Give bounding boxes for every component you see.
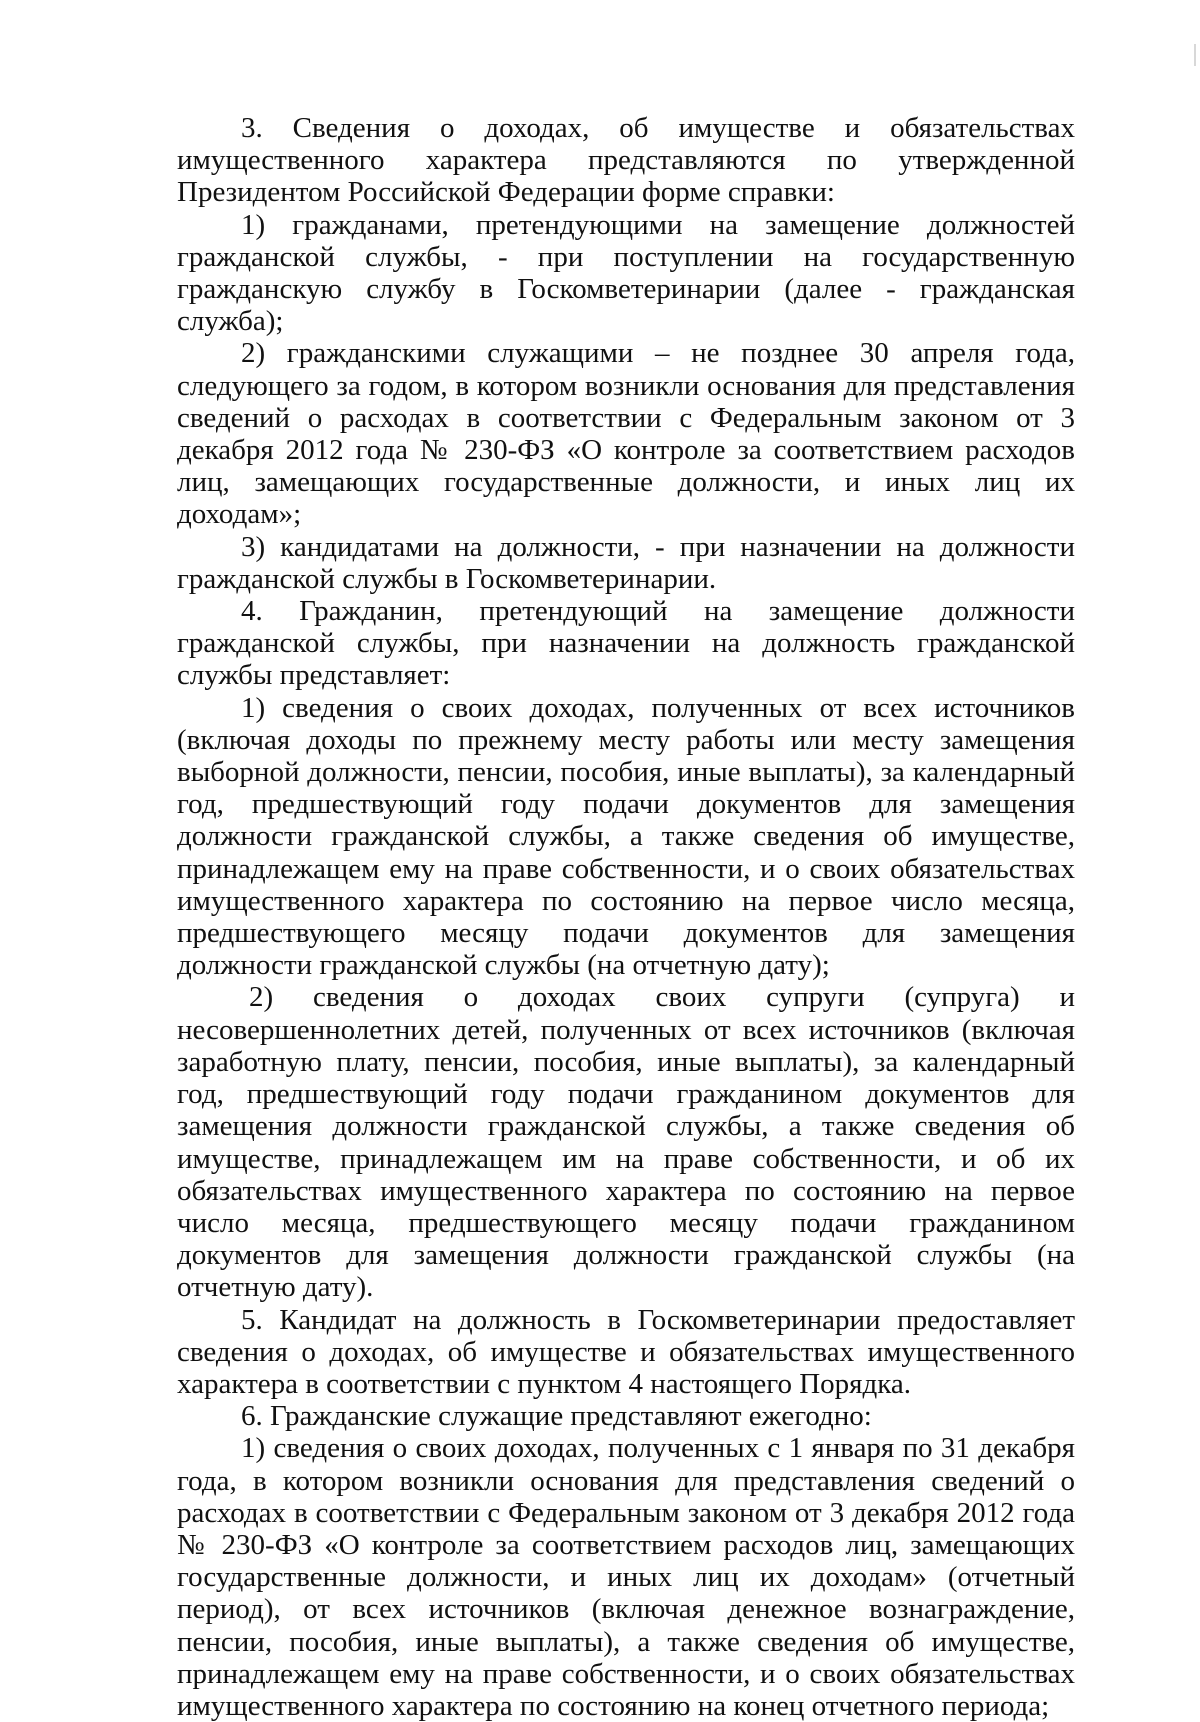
paragraph-3-item-3: 3) кандидатами на должности, - при назначении на должности гражданской службы в Госкомветеринарии. [177,530,1075,595]
paragraph-6-item-1: 1) сведения о своих доходах, полученных с 1 января по 31 декабря года, в котором возникли основания для представления сведений о расходах в соответствии с Федеральным законом от 3 декабря 2012 года № 230-ФЗ «О контроле за соответствием расходов лиц, замещающих государственные должности, и иных лиц их доходам» (отчетный период), от всех источников (включая денежное вознаграждение, пенсии, пособия, иные выплаты), а также сведения об имуществе, принадлежащем ему на праве собственности, и о своих обязательствах имущественного характера по состоянию на конец отчетного периода; [177,1432,1075,1722]
paragraph-3: 3. Сведения о доходах, об имуществе и обязательствах имущественного характера представляются по утвержденной Президентом Российской Федерации форме справки: [177,112,1075,209]
document-page [177,112,1075,1722]
paragraph-4-item-1: 1) сведения о своих доходах, полученных от всех источников (включая доходы по прежнему месту работы или месту замещения выборной должности, пенсии, пособия, иные выплаты), за календарный год, предшествующий году подачи документов для замещения должности гражданской службы, а также сведения об имуществе, принадлежащем ему на праве собственности, и о своих обязательствах имущественного характера по состоянию на первое число месяца, предшествующего месяцу подачи документов для замещения должности гражданской службы (на отчетную дату); [177,691,1075,982]
paragraph-4-item-2: 2) сведения о доходах своих супруги (супруга) и несовершеннолетних детей, полученных от всех источников (включая заработную плату, пенсии, пособия, иные выплаты), за календарный год, предшествующий году подачи гражданином документов для замещения должности гражданской службы, а также сведения об имуществе, принадлежащем им на праве собственности, и об их обязательствах имущественного характера по состоянию на первое число месяца, предшествующего месяцу подачи гражданином документов для замещения должности гражданской службы (на отчетную дату). [177,981,1075,1304]
paragraph-4: 4. Гражданин, претендующий на замещение должности гражданской службы, при назначении на должность гражданской службы представляет: [177,595,1075,692]
paragraph-3-item-2: 2) гражданскими служащими – не позднее 30 апреля года, следующего за годом, в котором возникли основания для представления сведений о расходах в соответствии с Федеральным законом от 3 декабря 2012 года № 230-ФЗ «О контроле за соответствием расходов лиц, замещающих государственные должности, и иных лиц их доходам»; [177,337,1075,531]
paragraph-5: 5. Кандидат на должность в Госкомветеринарии предоставляет сведения о доходах, об имуществе и обязательствах имущественного характера в соответствии с пунктом 4 настоящего Порядка. [177,1303,1075,1400]
scan-edge-mark [1194,44,1196,66]
paragraph-6: 6. Гражданские служащие представляют ежегодно: [241,1400,872,1433]
paragraph-3-item-1: 1) гражданами, претендующими на замещение должностей гражданской службы, - при поступлении на государственную гражданскую службу в Госкомветеринарии (далее - гражданская служба); [177,208,1075,338]
